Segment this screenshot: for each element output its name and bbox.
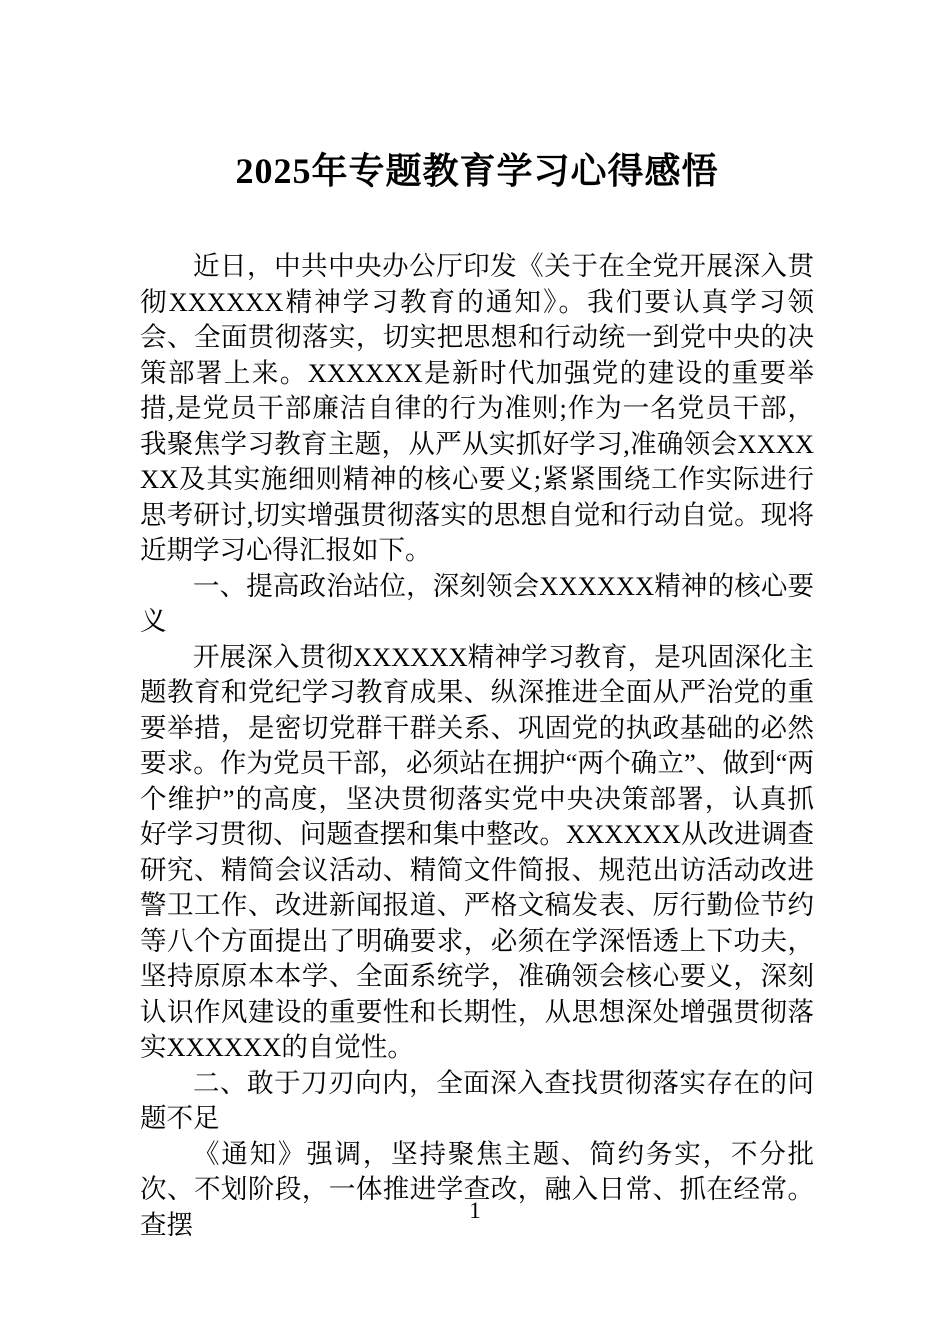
paragraph-section-1: 开展深入贯彻XXXXXX精神学习教育，是巩固深化主题教育和党纪学习教育成果、纵深推进全面从严治党的重要举措，是密切党群干群关系、巩固党的执政基础的必然要求。作为党员干部，必须站在拥护“两个确立”、做到“两个维护”的高度，坚决贯彻落实党中央决策部署，认真抓好学习贯彻、问题查摆和集中整改。XXXXXX从改进调查研究、精简会议活动、精简文件简报、规范出访活动改进警卫工作、改进新闻报道、严格文稿发表、厉行勤俭节约等八个方面提出了明确要求，必须在学深悟透上下功夫，坚持原原本本学、全面系统学，准确领会核心要义，深刻认识作风建设的重要性和长期性，从思想深处增强贯彻落实XXXXXX的自觉性。 bbox=[140, 641, 814, 1063]
section-heading-1: 一、提高政治站位，深刻领会XXXXXX精神的核心要义 bbox=[140, 570, 814, 637]
page-number: 1 bbox=[469, 1198, 481, 1223]
paragraph-section-2: 《通知》强调，坚持聚焦主题、简约务实，不分批次、不划阶段，一体推进学查改，融入日常、抓在经常。查摆 bbox=[140, 1138, 814, 1240]
document-title: 2025年专题教育学习心得感悟 bbox=[235, 151, 719, 191]
paragraph-intro: 近日，中共中央办公厅印发《关于在全党开展深入贯彻XXXXXX精神学习教育的通知》。我们要认真学习领会、全面贯彻落实，切实把思想和行动统一到党中央的决策部署上来。XXXXXX是新时代加强党的建设的重要举措,是党员干部廉洁自律的行为准则;作为一名党员干部，我聚焦学习教育主题，从严从实抓好学习,准确领会XXXXXX及其实施细则精神的核心要义;紧紧围绕工作实际进行思考研讨,切实增强贯彻落实的思想自觉和行动自觉。现将近期学习心得汇报如下。 bbox=[140, 251, 814, 566]
document-body bbox=[140, 249, 814, 1243]
section-heading-2: 二、敢于刀刃向内，全面深入查找贯彻落实存在的问题不足 bbox=[140, 1067, 814, 1134]
